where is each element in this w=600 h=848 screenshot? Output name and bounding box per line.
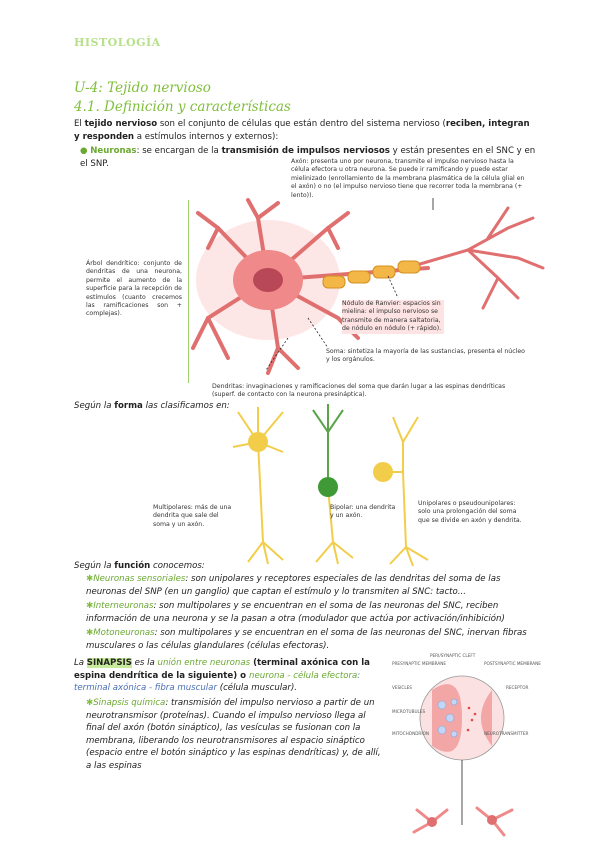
synapse-label-microtubules: MICROTUBULES bbox=[392, 709, 426, 714]
function-item: ✱Interneuronas: son multipolares y se encuentran en el soma de las neuronas del SNC, reciben información de una neurona y se la pasan a otra (modulador que actúa por activación/inhibición) bbox=[86, 601, 505, 624]
multipolar-label: Multipolares: más de una dendrita que sale del soma y un axón. bbox=[153, 504, 232, 528]
unit-title: U-4: Tejido nervioso bbox=[74, 80, 211, 96]
function-item: ✱Motoneuronas: son multipolares y se encuentran en el soma de las neuronas del SNC, inervan fibras musculares o las células glandulares (células efectoras). bbox=[86, 628, 527, 651]
bipolar-label: Bipolar: una dendrita y un axón. bbox=[330, 504, 396, 520]
subtitle: 4.1. Definición y características bbox=[74, 99, 291, 115]
synapse-label-pre: PRESYNAPTIC MEMBRANE bbox=[392, 661, 446, 666]
synapse-label-receptor: RECEPTOR bbox=[506, 685, 529, 690]
neuron-types-diagram bbox=[228, 402, 438, 567]
soma-annotation: Soma: sintetiza la mayoría de las sustancias, presenta el núcleo y los orgánulos. bbox=[326, 348, 525, 364]
unipolar-label: Unipolares o pseudounipolares: solo una prolongación del soma que se divide en axón y dendrita. bbox=[418, 500, 522, 524]
function-item: ✱Neuronas sensoriales: son unipolares y receptores especiales de las dendritas del soma de las neuronas del SNP (en un ganglio) que captan el estímulo y lo transmiten al SNC: tacto... bbox=[86, 574, 501, 597]
function-line: Según la función conocemos: bbox=[74, 561, 205, 571]
intro-paragraph: El tejido nervioso son el conjunto de células que están dentro del sistema nervioso (reciben, integran y responden a estímulos internos y externos): bbox=[74, 119, 530, 142]
dendrites-annotation: Dendritas: invaginaciones y ramificaciones del soma que darán lugar a las espinas dendríticas (superf. de contacto con la neurona presináptica). bbox=[212, 383, 506, 399]
axon-annotation: Axón: presenta uno por neurona, transmite el impulso nervioso hasta la célula efectora u otra neurona. Se puede ir ramificando y puede estar mielinizado (enrollamiento de la membrana plasmática de la célula glial en el axón) o no (el impulso nervioso tiene que recorrer toda la membrana (+ lento)). bbox=[291, 158, 525, 199]
synapse-diagram bbox=[392, 650, 532, 840]
synapse-label-vesicles: VESICLES bbox=[392, 685, 412, 690]
chemical-synapse-item: ✱Sinapsis química: transmisión del impulso nervioso a partir de un neurotransmisor (proteínas). Cuando el impulso nervioso llega al final del axón (botón sináptico), las vesículas se fusionan con la membrana, liberando los neurotransmisores al espacio sináptico (espacio entre el botón sináptico y las espinas dendríticas) y, de allí, a las espinas bbox=[86, 698, 381, 771]
neuron-bullet: ● Neuronas: se encargan de la transmisión de impulsos nerviosos y están presentes en el SNC y en el SNP. bbox=[80, 146, 536, 169]
synapse-label-neurotransmitter: NEUROTRANSMITTER bbox=[484, 731, 529, 736]
form-line: Según la forma las clasificamos en: bbox=[74, 401, 230, 411]
synapse-label-mitochondria: MITOCHONDRION bbox=[392, 731, 430, 736]
dendritic-tree-annotation: Árbol dendrítico: conjunto de dendritas de una neurona, permite el aumento de la superficie para la recepción de estímulos (cuanto crecemos las ramificaciones son + complejas). bbox=[86, 260, 182, 318]
section-header: HISTOLOGÍA bbox=[74, 36, 161, 49]
synapse-label-cleft: PERI/SYNAPTIC CLEFT bbox=[430, 653, 476, 658]
ranvier-annotation: Nódulo de Ranvier: espacios sin mielina: el impulso nervioso se transmite de manera saltatoria, de nódulo en nódulo (+ rápido). bbox=[342, 300, 444, 334]
synapse-paragraph: La SINAPSIS es la unión entre neuronas (terminal axónica con la espina dendrítica de la siguiente) o neurona - célula efectora: terminal axónica - fibra muscular (célula muscular). bbox=[74, 658, 370, 694]
synapse-label-post: POSTSYNAPTIC MEMBRANE bbox=[484, 661, 541, 666]
